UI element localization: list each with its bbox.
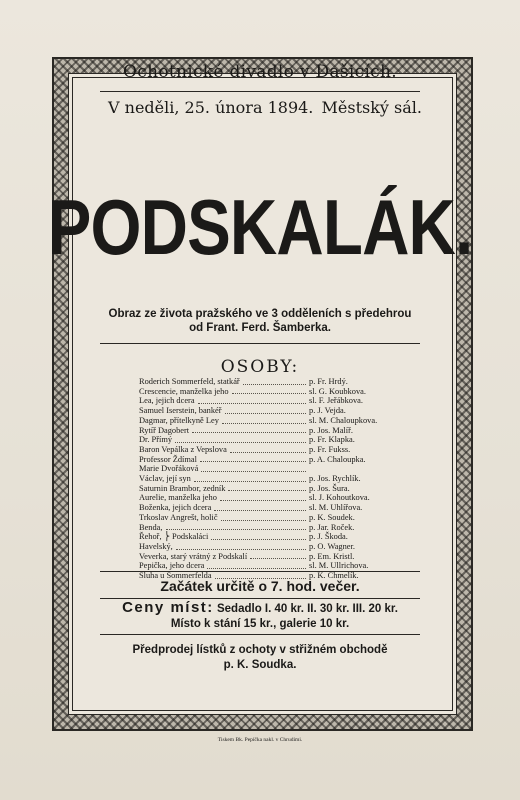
cast-actor: p. O. Wagner. xyxy=(309,541,355,551)
play-subtitle xyxy=(0,307,520,335)
cast-row xyxy=(139,493,385,503)
rule-top xyxy=(100,91,420,92)
ticket-prices xyxy=(0,600,520,632)
cast-row xyxy=(139,513,385,523)
leader-dots xyxy=(214,503,306,511)
theatre-name: Ochotnické divadlo v Dašicích. xyxy=(123,62,397,82)
cast-actor: p. Jos. Rychlík. xyxy=(309,474,361,484)
cast-actor: sl. M. Uhlířova. xyxy=(309,503,363,513)
cast-role: Roderich Sommerfeld, statkář xyxy=(139,377,240,386)
cast-row xyxy=(139,387,385,397)
cast-role: Rytíř Dagobert xyxy=(139,425,190,435)
rule-presale xyxy=(100,634,420,635)
date-venue-line xyxy=(108,98,422,117)
cast-actor: p. Jos. Šura. xyxy=(309,483,350,493)
cast-role: Saturnin Brambor, zedník xyxy=(139,483,226,493)
performance-date: V neděli, 25. února 1894. xyxy=(108,98,314,117)
leader-dots xyxy=(200,455,306,463)
cast-role: Veverka, starý vrátný z Podskalí xyxy=(139,551,248,561)
cast-actor: sl. M. Chaloupkova. xyxy=(309,415,378,425)
leader-dots xyxy=(225,406,306,414)
cast-actor: p. Fr. Hrdý. xyxy=(309,377,348,386)
cast-actor: p. Jar. Roček. xyxy=(309,522,355,532)
prices-line-1: Sedadlo I. 40 kr. II. 30 kr. III. 20 kr. xyxy=(216,603,398,615)
cast-row xyxy=(139,542,385,552)
cast-actor: p. J. Vejda. xyxy=(309,406,346,416)
cast-actor: p. K. Chmelík. xyxy=(309,571,359,581)
cast-actor xyxy=(309,464,385,474)
prices-label: Ceny míst: xyxy=(122,599,214,616)
cast-role: Baron Vepálka z Vepslova xyxy=(139,444,227,454)
cast-role: Pepička, jeho dcera xyxy=(139,561,205,571)
cast-row xyxy=(139,406,385,416)
cast-row xyxy=(139,474,385,484)
leader-dots xyxy=(230,445,306,453)
cast-role: Řehoř, ⎬ Podskaláci xyxy=(139,532,209,542)
cast-actor: p. A. Chaloupka. xyxy=(309,454,366,464)
cast-row xyxy=(139,561,385,571)
cast-role: Marie Dvořáková xyxy=(139,464,199,474)
leader-dots xyxy=(250,552,306,560)
leader-dots xyxy=(201,464,306,472)
rule-cast-end xyxy=(100,571,420,572)
cast-row xyxy=(139,445,385,455)
leader-dots xyxy=(198,396,306,404)
cast-row xyxy=(139,464,385,474)
cast-actor: p. Fr. Fukss. xyxy=(309,444,351,454)
cast-row xyxy=(139,455,385,465)
leader-dots xyxy=(166,523,307,531)
leader-dots xyxy=(175,435,306,443)
cast-row xyxy=(139,396,385,406)
cast-row xyxy=(139,552,385,562)
leader-dots xyxy=(207,561,306,569)
leader-dots xyxy=(221,513,306,521)
leader-dots xyxy=(232,387,306,395)
leader-dots xyxy=(176,542,306,550)
venue: Městský sál. xyxy=(321,98,422,117)
leader-dots xyxy=(192,426,306,434)
cast-actor: p. Jos. Malíř. xyxy=(309,425,353,435)
cast-actor: sl. F. Jeřábkova. xyxy=(309,396,363,406)
cast-role: Professor Ždímal xyxy=(139,454,197,464)
leader-dots xyxy=(222,416,306,424)
cast-role: Benda, xyxy=(139,522,163,532)
cast-role: Lea, jejich dcera xyxy=(139,396,195,406)
play-title: PODSKALÁK. xyxy=(47,183,473,271)
cast-actor: p. Fr. Klapka. xyxy=(309,435,355,445)
cast-role: Sluha u Sommerfelda xyxy=(139,571,212,581)
cast-role: Dagmar, přítelkyně Ley xyxy=(139,415,219,425)
cast-actor: sl. M. Ullrichova. xyxy=(309,561,369,571)
cast-actor: p. J. Škoda. xyxy=(309,532,348,542)
cast-row xyxy=(139,523,385,533)
rule-middle xyxy=(100,343,420,344)
cast-role: Václav, její syn xyxy=(139,474,191,484)
cast-list xyxy=(139,377,385,581)
presale-line-1: Předprodej lístků z ochoty v střižném obchodě xyxy=(132,644,388,656)
cast-row xyxy=(139,484,385,494)
start-time: Začátek určitě o 7. hod. večer. xyxy=(160,578,360,594)
cast-row xyxy=(139,435,385,445)
subtitle-line-2: od Frant. Ferd. Šamberka. xyxy=(189,322,331,334)
subtitle-line-1: Obraz ze života pražského ve 3 odděleních s předehrou xyxy=(108,308,412,320)
presale-line-2: p. K. Soudka. xyxy=(223,659,297,671)
cast-actor: p. K. Soudek. xyxy=(309,512,355,522)
cast-actor: sl. J. Kohoutkova. xyxy=(309,493,370,503)
cast-role: Dr. Přímý xyxy=(139,435,173,445)
leader-dots xyxy=(211,532,306,540)
prices-line-2: Místo k stání 15 kr., galerie 10 kr. xyxy=(170,618,350,630)
leader-dots xyxy=(220,493,306,501)
cast-role: Samuel Iserstein, bankéř xyxy=(139,406,222,416)
presale-info xyxy=(0,643,520,673)
cast-row xyxy=(139,416,385,426)
leader-dots xyxy=(228,484,306,492)
cast-heading: OSOBY: xyxy=(220,357,300,377)
printer-credit: Tiskem Bk. Pepíčka nakl. v Chrudimi. xyxy=(217,737,303,743)
leader-dots xyxy=(194,474,306,482)
cast-row xyxy=(139,503,385,513)
cast-role: Trkoslav Angrešt, holič xyxy=(139,512,218,522)
cast-row xyxy=(139,377,385,387)
cast-actor: p. Em. Kristl. xyxy=(309,551,355,561)
cast-role: Boženka, jejich dcera xyxy=(139,503,212,513)
leader-dots xyxy=(243,377,306,385)
cast-actor: sl. G. Koubkova. xyxy=(309,386,366,396)
cast-role: Havelský, xyxy=(139,541,173,551)
cast-row xyxy=(139,532,385,542)
cast-role: Aurelie, manželka jeho xyxy=(139,493,217,503)
cast-role: Crescencie, manželka jeho xyxy=(139,386,229,396)
cast-row xyxy=(139,426,385,436)
